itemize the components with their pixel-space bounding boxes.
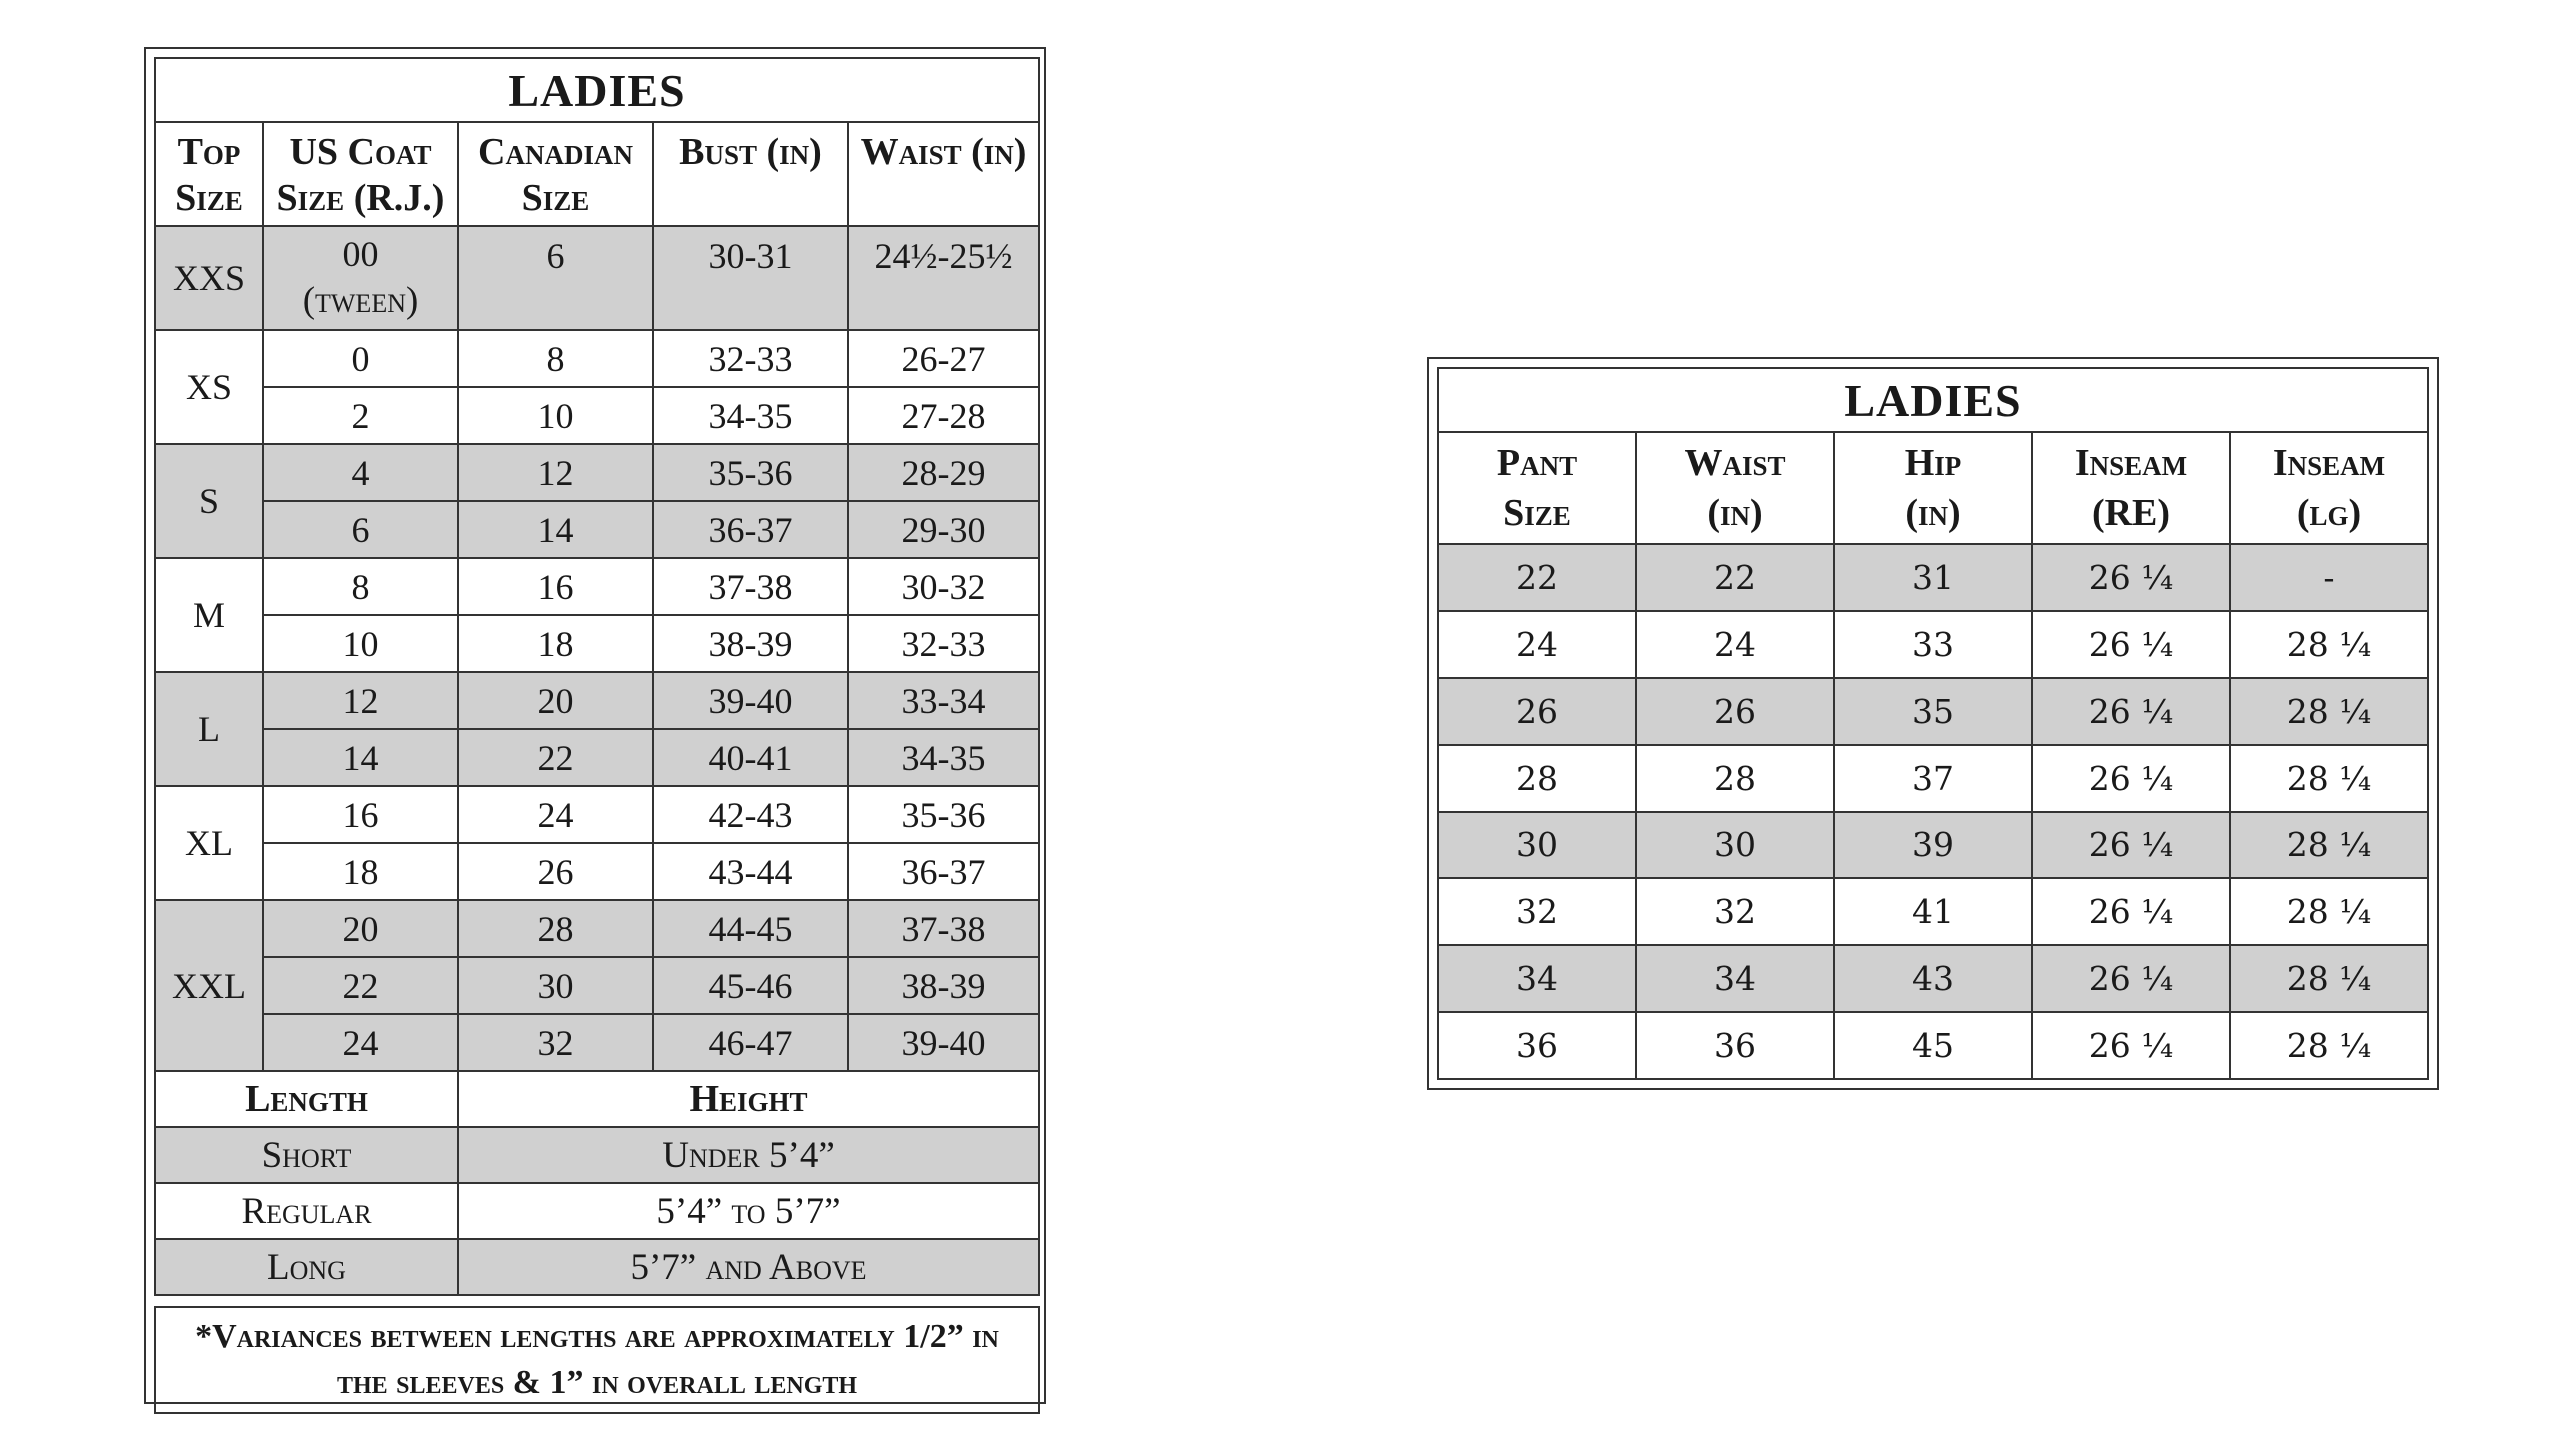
top-size-cell: XL — [155, 786, 263, 900]
header-inseam-re: Inseam (RE) — [2032, 432, 2230, 544]
canadian-cell: 30 — [458, 957, 653, 1014]
bust-cell: 45-46 — [653, 957, 848, 1014]
bust-cell: 42-43 — [653, 786, 848, 843]
bust-cell: 46-47 — [653, 1014, 848, 1071]
waist-cell: 33-34 — [848, 672, 1039, 729]
header-canadian-size: Canadian Size — [458, 122, 653, 226]
pant-hip-cell: 37 — [1834, 745, 2032, 812]
height-cell: 5’4” to 5’7” — [458, 1183, 1039, 1239]
pant-waist-cell: 22 — [1636, 544, 1834, 611]
table-row — [155, 501, 1039, 558]
pant-size-cell: 24 — [1438, 611, 1636, 678]
table-row — [155, 558, 1039, 615]
waist-cell: 37-38 — [848, 900, 1039, 957]
table-row — [155, 786, 1039, 843]
bust-cell: 40-41 — [653, 729, 848, 786]
inseam-re-cell: 26 ¼ — [2032, 611, 2230, 678]
top-table-title: LADIES — [155, 58, 1039, 122]
pant-size-cell: 32 — [1438, 878, 1636, 945]
us-coat-size-cell: 4 — [263, 444, 458, 501]
header-length: Length — [155, 1071, 458, 1127]
length-cell: Short — [155, 1127, 458, 1183]
length-row — [155, 1183, 1039, 1239]
pant-size-cell: 22 — [1438, 544, 1636, 611]
inseam-lg-cell: - — [2230, 544, 2428, 611]
pant-waist-cell: 24 — [1636, 611, 1834, 678]
canadian-cell: 18 — [458, 615, 653, 672]
waist-cell: 24½-25½ — [848, 226, 1039, 330]
pant-waist-cell: 26 — [1636, 678, 1834, 745]
table-row — [155, 444, 1039, 501]
pant-table-title: LADIES — [1438, 368, 2428, 432]
table-row — [1438, 1012, 2428, 1079]
inseam-lg-cell: 28 ¼ — [2230, 878, 2428, 945]
header-top-size: Top Size — [155, 122, 263, 226]
bust-cell: 43-44 — [653, 843, 848, 900]
waist-cell: 29-30 — [848, 501, 1039, 558]
table-row — [155, 1014, 1039, 1071]
top-size-chart — [144, 47, 1046, 1404]
canadian-cell: 8 — [458, 330, 653, 387]
pant-size-cell: 36 — [1438, 1012, 1636, 1079]
length-row — [155, 1127, 1039, 1183]
us-coat-size-cell: 12 — [263, 672, 458, 729]
waist-cell: 30-32 — [848, 558, 1039, 615]
header-waist: Waist (in) — [848, 122, 1039, 226]
bust-cell: 44-45 — [653, 900, 848, 957]
top-table-body — [155, 226, 1039, 1071]
height-cell: Under 5’4” — [458, 1127, 1039, 1183]
us-coat-size-cell: 6 — [263, 501, 458, 558]
top-size-cell: S — [155, 444, 263, 558]
waist-cell: 26-27 — [848, 330, 1039, 387]
pant-size-chart — [1427, 357, 2439, 1090]
waist-cell: 39-40 — [848, 1014, 1039, 1071]
bust-cell: 38-39 — [653, 615, 848, 672]
us-coat-size-cell: 22 — [263, 957, 458, 1014]
pant-waist-cell: 30 — [1636, 812, 1834, 879]
bust-cell: 36-37 — [653, 501, 848, 558]
table-row — [1438, 945, 2428, 1012]
height-cell: 5’7” and Above — [458, 1239, 1039, 1295]
table-row — [1438, 812, 2428, 879]
table-row — [1438, 878, 2428, 945]
table-row — [155, 843, 1039, 900]
table-row — [155, 672, 1039, 729]
table-row — [1438, 745, 2428, 812]
top-size-cell: M — [155, 558, 263, 672]
canadian-cell: 12 — [458, 444, 653, 501]
inseam-re-cell: 26 ¼ — [2032, 945, 2230, 1012]
bust-cell: 35-36 — [653, 444, 848, 501]
length-cell: Regular — [155, 1183, 458, 1239]
header-pant-size: Pant Size — [1438, 432, 1636, 544]
pant-table-body — [1438, 544, 2428, 1079]
table-row — [155, 957, 1039, 1014]
waist-cell: 35-36 — [848, 786, 1039, 843]
top-size-table — [154, 57, 1040, 1414]
bust-cell: 34-35 — [653, 387, 848, 444]
table-row — [1438, 544, 2428, 611]
table-row — [1438, 678, 2428, 745]
length-cell: Long — [155, 1239, 458, 1295]
waist-cell: 36-37 — [848, 843, 1039, 900]
us-coat-size-cell: 20 — [263, 900, 458, 957]
bust-cell: 30-31 — [653, 226, 848, 330]
us-coat-size-cell: 14 — [263, 729, 458, 786]
header-us-coat-size: US Coat Size (R.J.) — [263, 122, 458, 226]
pant-hip-cell: 45 — [1834, 1012, 2032, 1079]
inseam-re-cell: 26 ¼ — [2032, 544, 2230, 611]
canadian-cell: 28 — [458, 900, 653, 957]
header-height: Height — [458, 1071, 1039, 1127]
pant-waist-cell: 36 — [1636, 1012, 1834, 1079]
us-coat-size-cell: 16 — [263, 786, 458, 843]
canadian-cell: 16 — [458, 558, 653, 615]
pant-waist-cell: 34 — [1636, 945, 1834, 1012]
waist-cell: 34-35 — [848, 729, 1039, 786]
top-size-cell: XS — [155, 330, 263, 444]
canadian-cell: 20 — [458, 672, 653, 729]
top-size-cell: XXL — [155, 900, 263, 1071]
pant-hip-cell: 41 — [1834, 878, 2032, 945]
inseam-lg-cell: 28 ¼ — [2230, 611, 2428, 678]
canadian-cell: 6 — [458, 226, 653, 330]
pant-hip-cell: 43 — [1834, 945, 2032, 1012]
bust-cell: 37-38 — [653, 558, 848, 615]
us-coat-size-cell: 18 — [263, 843, 458, 900]
table-row — [1438, 611, 2428, 678]
header-inseam-lg: Inseam (lg) — [2230, 432, 2428, 544]
inseam-re-cell: 26 ¼ — [2032, 1012, 2230, 1079]
inseam-lg-cell: 28 ¼ — [2230, 745, 2428, 812]
pant-size-cell: 26 — [1438, 678, 1636, 745]
us-coat-size-cell: 2 — [263, 387, 458, 444]
inseam-lg-cell: 28 ¼ — [2230, 678, 2428, 745]
pant-size-cell: 28 — [1438, 745, 1636, 812]
variance-note: *Variances between lengths are approximately 1/2” in the sleeves & 1” in overall length — [155, 1307, 1039, 1413]
us-coat-size-cell: 8 — [263, 558, 458, 615]
canadian-cell: 24 — [458, 786, 653, 843]
canadian-cell: 32 — [458, 1014, 653, 1071]
us-coat-size-cell: 00 (tween) — [263, 226, 458, 330]
canadian-cell: 10 — [458, 387, 653, 444]
table-row — [155, 226, 1039, 330]
table-row — [155, 900, 1039, 957]
pant-size-table — [1437, 367, 2429, 1080]
pant-size-cell: 34 — [1438, 945, 1636, 1012]
canadian-cell: 14 — [458, 501, 653, 558]
waist-cell: 27-28 — [848, 387, 1039, 444]
pant-waist-cell: 28 — [1636, 745, 1834, 812]
table-row — [155, 729, 1039, 786]
us-coat-size-cell: 24 — [263, 1014, 458, 1071]
waist-cell: 32-33 — [848, 615, 1039, 672]
table-row — [155, 387, 1039, 444]
length-row — [155, 1239, 1039, 1295]
inseam-lg-cell: 28 ¼ — [2230, 1012, 2428, 1079]
canadian-cell: 22 — [458, 729, 653, 786]
table-row — [155, 330, 1039, 387]
inseam-lg-cell: 28 ¼ — [2230, 812, 2428, 879]
bust-cell: 39-40 — [653, 672, 848, 729]
length-table-body — [155, 1127, 1039, 1295]
inseam-re-cell: 26 ¼ — [2032, 812, 2230, 879]
pant-hip-cell: 35 — [1834, 678, 2032, 745]
inseam-re-cell: 26 ¼ — [2032, 878, 2230, 945]
us-coat-size-cell: 0 — [263, 330, 458, 387]
canadian-cell: 26 — [458, 843, 653, 900]
pant-hip-cell: 33 — [1834, 611, 2032, 678]
header-pant-hip: Hip (in) — [1834, 432, 2032, 544]
inseam-re-cell: 26 ¼ — [2032, 678, 2230, 745]
bust-cell: 32-33 — [653, 330, 848, 387]
top-size-cell: L — [155, 672, 263, 786]
pant-waist-cell: 32 — [1636, 878, 1834, 945]
pant-size-cell: 30 — [1438, 812, 1636, 879]
us-coat-size-cell: 10 — [263, 615, 458, 672]
inseam-re-cell: 26 ¼ — [2032, 745, 2230, 812]
inseam-lg-cell: 28 ¼ — [2230, 945, 2428, 1012]
top-size-cell: XXS — [155, 226, 263, 330]
header-pant-waist: Waist (in) — [1636, 432, 1834, 544]
pant-hip-cell: 39 — [1834, 812, 2032, 879]
table-row — [155, 615, 1039, 672]
waist-cell: 28-29 — [848, 444, 1039, 501]
pant-hip-cell: 31 — [1834, 544, 2032, 611]
waist-cell: 38-39 — [848, 957, 1039, 1014]
header-bust: Bust (in) — [653, 122, 848, 226]
